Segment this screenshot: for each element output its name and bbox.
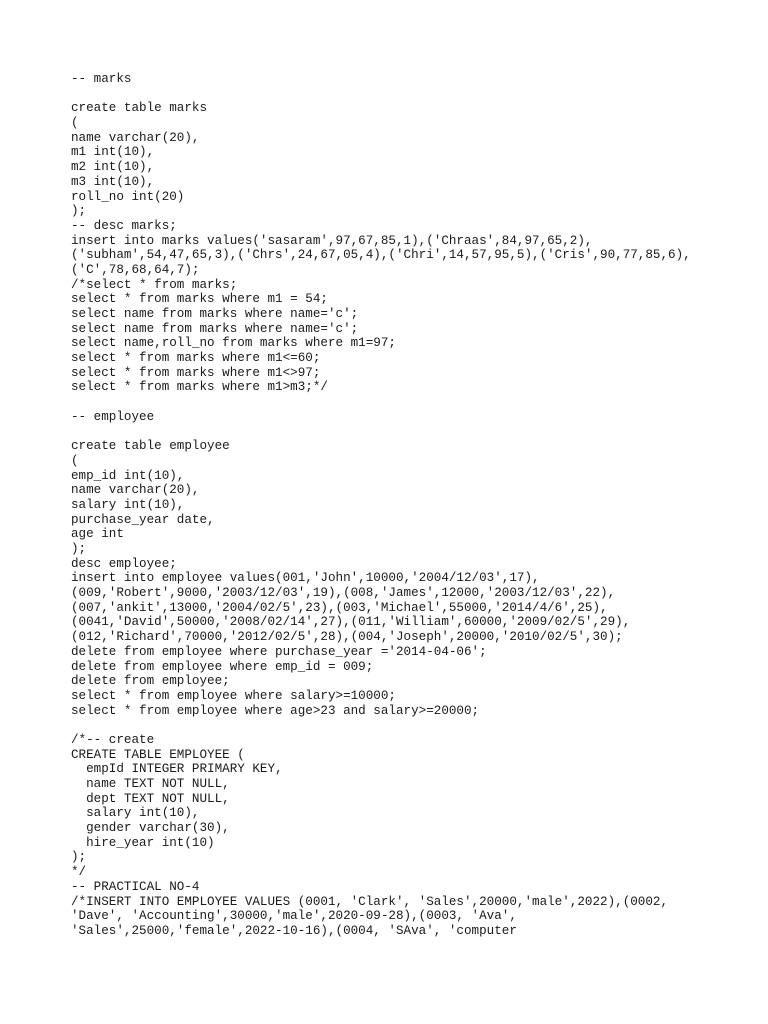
code-line: salary int(10), <box>71 806 200 821</box>
code-line: name varchar(20), <box>71 483 200 498</box>
code-line: ); <box>71 542 87 556</box>
code-line: m1 int(10), <box>71 145 155 160</box>
code-line: create table marks <box>71 101 208 116</box>
code-line: select * from marks where m1<=60; <box>71 351 321 366</box>
code-line: emp_id int(10), <box>71 468 185 483</box>
code-line: gender varchar(30), <box>71 821 230 836</box>
code-line: roll_no int(20) <box>71 189 185 204</box>
code-line: salary int(10), <box>71 497 185 512</box>
code-line: -- marks <box>71 72 132 86</box>
code-line: (012,'Richard',70000,'2012/02/5',28),(004,'Joseph',20000,'2010/02/5',30); <box>71 630 623 645</box>
code-line: ('subham',54,47,65,3),('Chrs',24,67,05,4),('Chri',14,57,95,5),('Cris',90,77,85,6), <box>71 248 691 263</box>
code-line: */ <box>71 865 87 880</box>
code-line: ( <box>71 116 79 131</box>
code-line: age int <box>71 527 124 542</box>
code-line: ); <box>71 204 87 219</box>
code-line: select * from marks where m1 = 54; <box>71 292 328 307</box>
code-line: insert into marks values('sasaram',97,67,85,1),('Chraas',84,97,65,2), <box>71 233 593 248</box>
code-line: m3 int(10), <box>71 174 155 189</box>
code-line: ); <box>71 850 87 865</box>
code-line: select * from employee where salary>=10000; <box>71 688 396 703</box>
code-line: select name from marks where name='c'; <box>71 321 359 336</box>
code-line: /*INSERT INTO EMPLOYEE VALUES (0001, 'Clark', 'Sales',20000,'male',2022),(0002, <box>71 894 669 909</box>
code-line: /*select * from marks; <box>71 277 238 292</box>
code-line: insert into employee values(001,'John',10000,'2004/12/03',17), <box>71 571 540 586</box>
code-line: select name from marks where name='c'; <box>71 307 359 321</box>
code-line: select * from marks where m1<>97; <box>71 365 321 380</box>
sql-code-block <box>71 72 751 939</box>
code-line: delete from employee; <box>71 674 230 689</box>
code-line: ( <box>71 453 79 468</box>
code-line: desc employee; <box>71 556 177 571</box>
code-line: delete from employee where emp_id = 009; <box>71 659 374 674</box>
code-line: purchase_year date, <box>71 512 215 527</box>
code-line: -- employee <box>71 409 155 424</box>
code-line: delete from employee where purchase_year ='2014-04-06'; <box>71 644 487 659</box>
code-line: CREATE TABLE EMPLOYEE ( <box>71 747 245 762</box>
code-line: m2 int(10), <box>71 160 155 175</box>
code-line: 'Sales',25000,'female',2022-10-16),(0004, 'SAva', 'computer <box>71 923 517 938</box>
code-line: select * from marks where m1>m3;*/ <box>71 380 328 395</box>
code-line: dept TEXT NOT NULL, <box>71 791 230 806</box>
code-line: create table employee <box>71 439 230 454</box>
code-line: name TEXT NOT NULL, <box>71 777 230 791</box>
code-line: (009,'Robert',9000,'2003/12/03',19),(008,'James',12000,'2003/12/03',22), <box>71 586 616 601</box>
code-line: (0041,'David',50000,'2008/02/14',27),(011,'William',60000,'2009/02/5',29), <box>71 615 631 630</box>
code-line: select name,roll_no from marks where m1=97; <box>71 336 396 351</box>
code-line: -- desc marks; <box>71 218 177 233</box>
code-line: 'Dave', 'Accounting',30000,'male',2020-09-28),(0003, 'Ava', <box>71 909 517 924</box>
code-line: -- PRACTICAL NO-4 <box>71 879 200 894</box>
blank-line <box>71 718 751 733</box>
code-line: select * from employee where age>23 and salary>=20000; <box>71 703 480 718</box>
code-line: empId INTEGER PRIMARY KEY, <box>71 762 283 777</box>
code-line: (007,'ankit',13000,'2004/02/5',23),(003,'Michael',55000,'2014/4/6',25), <box>71 600 608 615</box>
code-line: hire_year int(10) <box>71 835 215 850</box>
code-line: /*-- create <box>71 732 155 747</box>
code-line: name varchar(20), <box>71 130 200 145</box>
code-line: ('C',78,68,64,7); <box>71 262 200 277</box>
blank-line <box>71 395 751 410</box>
blank-line <box>71 425 751 440</box>
blank-line <box>71 87 751 102</box>
